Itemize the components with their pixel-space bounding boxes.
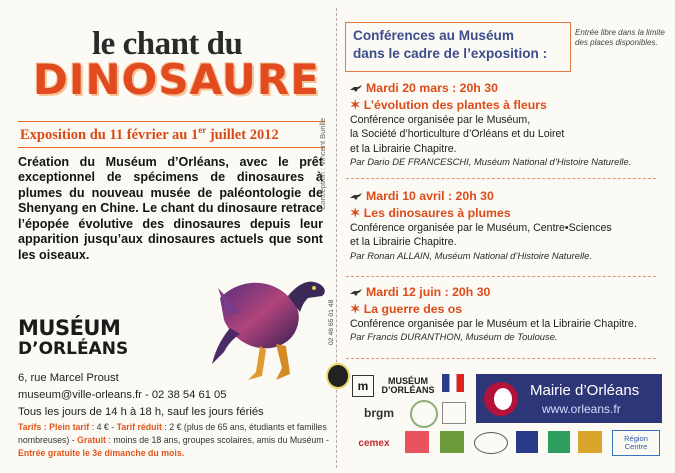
event-1 [350,80,665,169]
partner-blue-logo [516,431,538,453]
tarif-reduit-label: Tarif réduit [116,422,162,432]
conferences-title [353,27,547,62]
dinosaur-icon [350,193,362,200]
museum-logo-line1: MUSÉUM [18,316,121,340]
region-centre-logo: Région Centre [612,430,660,456]
event-desc-1: Conférence organisée par le Muséum, [350,114,531,127]
tarifs-label: Tarifs : [18,422,47,432]
dinosaur-icon [350,289,362,296]
expo-day2: 1 [190,126,199,143]
dinosaur-icon [350,85,362,92]
separator [346,178,656,179]
separator [346,358,656,359]
phone-vertical: 02 46 65 01 48 [328,299,335,345]
event-speaker: Par Francis DURANTHON, Muséum de Toulouse. [350,331,558,343]
design-credit: Conception : Vincent Burille [318,118,327,210]
column-divider [336,8,337,468]
imprint-badge-icon [326,363,350,389]
museum-hours: Tous les jours de 14 h à 18 h, sauf les jours fériés [18,405,264,418]
museum-contact: museum@ville-orleans.fr - 02 38 54 61 05 [18,388,227,401]
cemex-logo: cemex [358,437,390,449]
event-date: Mardi 12 juin : 20h 30 [350,284,665,301]
mairie-logo [476,374,662,423]
plein-tarif-label: Plein tarif [49,422,90,432]
event-desc-1: Conférence organisée par le Muséum et la Librairie Chapitre. [350,318,637,331]
event-date: Mardi 20 mars : 20h 30 [350,80,665,97]
partner-green-logo [440,431,464,453]
conseil-general-logo [578,431,602,453]
museum-small-logo: MUSÉUM D’ORLÉANS [381,375,435,395]
museum-logo-line2: D’ORLÉANS [18,339,129,359]
event-speaker: Par Ronan ALLAIN, Muséum National d’Histoire Naturelle. [350,249,592,261]
box-logo [442,402,466,424]
conferences-title-line1: Conférences au Muséum [353,28,514,43]
mairie-url: www.orleans.fr [542,402,621,416]
expo-prefix: Exposition du [20,126,106,143]
event-desc-3: et la Librairie Chapitre. [350,142,457,155]
event-desc-2: la Société d’horticulture d’Orléans et du Loiret [350,128,565,141]
event-desc-1: Conférence organisée par le Muséum, Centre•Sciences [350,222,612,235]
partner-teal-logo [548,431,570,453]
event-date: Mardi 10 avril : 20h 30 [350,188,665,205]
republique-logo [442,374,464,392]
mairie-mark-inner-icon [494,388,512,410]
expo-month1: février au [126,126,188,143]
title-big: DINOSAURE [33,55,320,104]
museum-address: 6, rue Marcel Proust [18,372,119,384]
brgm-logo: brgm [364,406,394,420]
exposition-dates [18,121,325,148]
event-desc-2: et la Librairie Chapitre. [350,236,457,249]
event-title: ✶ L’évolution des plantes à fleurs [350,97,547,112]
mairie-name: Mairie d’Orléans [530,382,640,399]
plein-tarif: : 4 € - [91,422,117,432]
seal-logo [410,400,438,428]
partner-red-logo [405,431,429,453]
intro-text: Création du Muséum d’Orléans, avec le prêt exceptionnel de spécimens de dinosaures à plumes du nouveau musée de paléontologie de Shenyang en Chine. Le chant du dinosaure retrace l’épopée évolutive des dinosaures depuis leur apparition jusqu’aux dinosaures actuels que sont les oiseaux. [18,155,323,262]
separator [346,276,656,277]
event-title: ✶ La guerre des os [350,301,463,316]
event-3 [350,284,665,344]
museum-address-block [18,370,264,420]
tarif-reduit: : 2 € (plus de 65 ans, étudiants et familles nombreuses) - [18,422,327,446]
expo-day1: 11 [109,126,124,143]
title-small: le chant du [92,26,243,62]
partner-oval-logo [474,432,508,454]
entree-gratuite: Entrée gratuite le 3e dimanche du mois. [18,448,185,459]
tarifs-block [18,421,330,461]
gratuit-label: Gratuit [77,435,106,446]
museum-logo [18,318,128,358]
m-logo: m [352,375,374,397]
event-2 [350,188,665,262]
expo-month2: juillet 2012 [209,126,279,143]
entree-libre: Entrée libre dans la limite des places disponibles. [575,28,665,48]
conferences-title-line2: dans le cadre de l’exposition : [353,45,548,61]
event-speaker: Par Dario DE FRANCESCHI, Muséum National d’Histoire Naturelle. [350,156,632,168]
expo-day2-sup: er [198,125,207,135]
event-title: ✶ Les dinosaures à plumes [350,205,511,220]
gratuit-text: : moins de 18 ans, groupes scolaires, amis du Muséum - [108,435,329,446]
